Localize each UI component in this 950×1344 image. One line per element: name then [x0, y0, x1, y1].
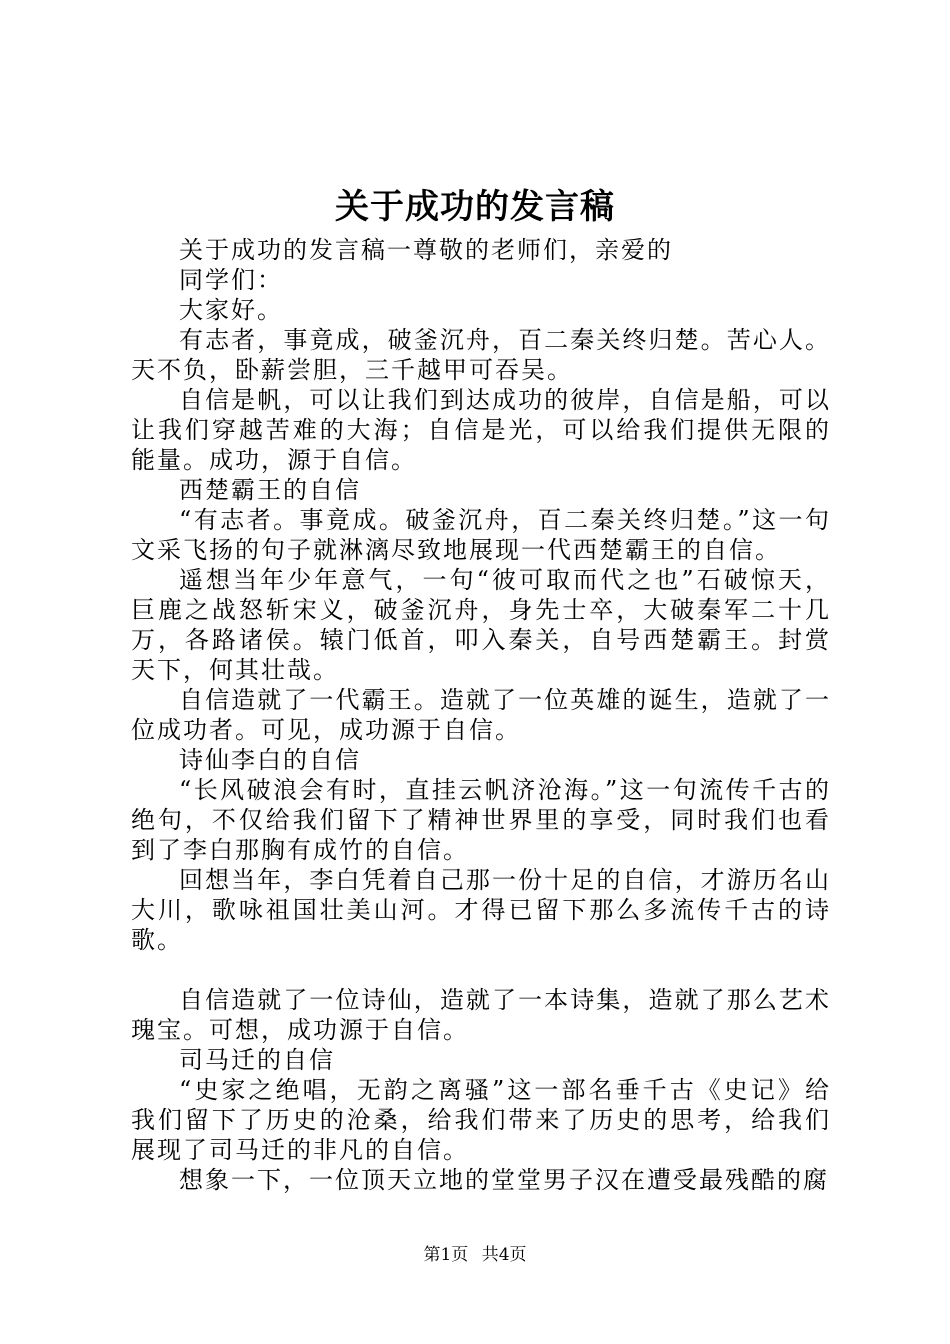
paragraph-xichu-story: 遥想当年少年意气，一句“彼可取而代之也”石破惊天，巨鹿之战怒斩宋义，破釜沉舟，身先士卒，大破秦军二十几万，各路诸侯。辕门低首，叩入秦关，自号西楚霸王。封赏天下，何其壮哉。 — [131, 566, 831, 684]
paragraph-libai-quote: “长风破浪会有时，直挂云帆济沧海。”这一句流传千古的绝句，不仅给我们留下了精神世界里的享受，同时我们也看到了李白那胸有成竹的自信。 — [131, 776, 831, 864]
paragraph-proverb: 有志者，事竟成，破釜沉舟，百二秦关终归楚。苦心人。天不负，卧薪尝胆，三千越甲可吞吴。 — [131, 326, 831, 384]
paragraph-xichu-conclusion: 自信造就了一代霸王。造就了一位英雄的诞生，造就了一位成功者。可见，成功源于自信。 — [131, 686, 831, 744]
paragraph-gap — [131, 955, 831, 985]
page-total: 共4页 — [481, 1245, 527, 1265]
page-number: 第1页 — [423, 1245, 469, 1265]
document-title: 关于成功的发言稿 — [335, 187, 615, 227]
paragraph-libai-conclusion: 自信造就了一位诗仙，造就了一本诗集，造就了那么艺术瑰宝。可想，成功源于自信。 — [131, 986, 831, 1044]
section-heading-xichu: 西楚霸王的自信 — [179, 476, 361, 504]
paragraph-greeting-students: 同学们： — [179, 266, 283, 294]
paragraph-simaqian-imagine: 想象一下，一位顶天立地的堂堂男子汉在遭受最残酷的腐 — [179, 1166, 829, 1194]
paragraph-simaqian-quote: “史家之绝唱，无韵之离骚”这一部名垂千古《史记》给我们留下了历史的沧桑，给我们带来了历史的思考，给我们展现了司马迁的非凡的自信。 — [131, 1076, 831, 1164]
paragraph-hello: 大家好。 — [179, 296, 283, 324]
paragraph-xichu-quote: “有志者。事竟成。破釜沉舟，百二秦关终归楚。”这一句文采飞扬的句子就淋漓尽致地展现一代西楚霸王的自信。 — [131, 506, 831, 564]
paragraph-intro: 关于成功的发言稿一尊敬的老师们，亲爱的 — [179, 236, 673, 264]
paragraph-libai-story: 回想当年，李白凭着自己那一份十足的自信，才游历名山大川，歌咏祖国壮美山河。才得已留下那么多流传千古的诗歌。 — [131, 866, 831, 954]
section-heading-libai: 诗仙李白的自信 — [179, 746, 361, 774]
page-footer — [0, 1243, 950, 1267]
section-heading-simaqian: 司马迁的自信 — [179, 1046, 335, 1074]
paragraph-confidence-sail: 自信是帆，可以让我们到达成功的彼岸，自信是船，可以让我们穿越苦难的大海；自信是光，可以给我们提供无限的能量。成功，源于自信。 — [131, 386, 831, 474]
document-body — [131, 235, 831, 1195]
